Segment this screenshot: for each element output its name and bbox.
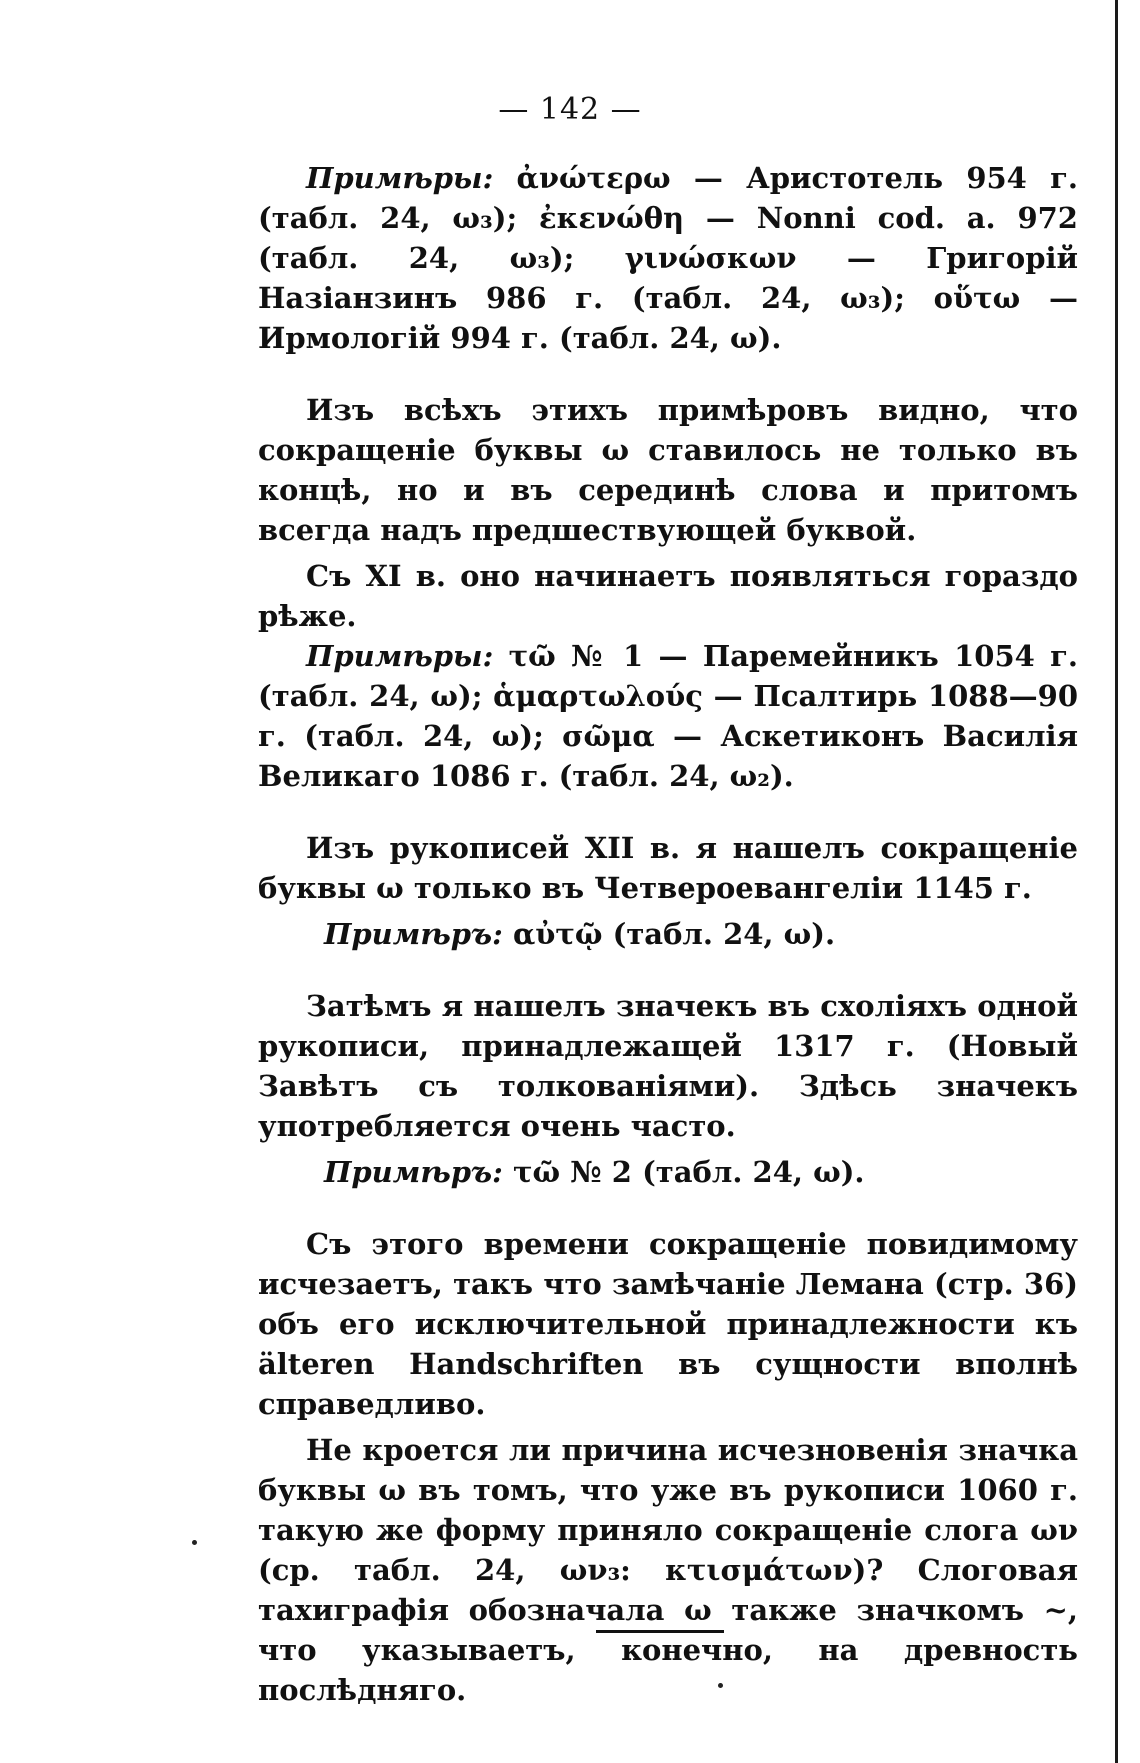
end-rule — [596, 1630, 724, 1633]
example-text: αὐτῷ (табл. 24, ω). — [512, 917, 836, 951]
paragraph: Затѣмъ я нашелъ значекъ въ схоліяхъ одной рукописи, принадлежащей 1317 г. (Новый Завѣтъ съ толкованіями). Здѣсь значекъ употребляется очень часто. — [258, 989, 1078, 1143]
example-text: ἀνώτερω — Аристотель 954 г. (табл. 24, ω₃); ἐκενώθη — Nonni cod. a. 972 (табл. 24, ω₃); γινώσκων — Григорій Назіанзинъ 986 г. (табл. 24, ω₃); οὕτω — Ирмологій 994 г. (табл. 24, ω). — [258, 161, 1078, 355]
scan-speck — [718, 1683, 723, 1688]
page-number: — 142 — — [498, 92, 642, 127]
paragraph: Изъ всѣхъ этихъ примѣровъ видно, что сокращеніе буквы ω ставилось не только въ концѣ, но и въ серединѣ слова и притомъ всегда надъ предшествующей буквой. — [258, 393, 1078, 547]
example-label: Примѣры: — [306, 639, 494, 673]
example-label: Примѣры: — [306, 161, 494, 195]
paragraph: Съ этого времени сокращеніе повидимому исчезаетъ, такъ что замѣчаніе Лемана (стр. 36) объ его исключительной принадлежности къ älteren Handschriften въ сущности вполнѣ справедливо. — [258, 1227, 1078, 1421]
example-block — [258, 1152, 1078, 1192]
text-column — [258, 158, 1078, 1710]
example-label: Примѣръ: — [324, 917, 503, 951]
example-text: τῶ № 1 — Паремейникъ 1054 г. (табл. 24, ω); ἁμαρτωλούς — Псалтирь 1088—90 г. (табл. 24, ω); σῶμα — Аскетиконъ Василія Великаго 1086 г. (табл. 24, ω₂). — [258, 639, 1078, 793]
paragraph: Изъ рукописей XII в. я нашелъ сокращеніе буквы ω только въ Четвероевангеліи 1145 г. — [258, 831, 1078, 905]
page-binding-edge — [1115, 0, 1118, 1763]
paragraph: Съ XI в. оно начинаетъ появляться гораздо рѣже. — [258, 559, 1078, 633]
example-block — [258, 636, 1078, 796]
example-block — [258, 914, 1078, 954]
paragraph: Не кроется ли причина исчезновенія значка буквы ω въ томъ, что уже въ рукописи 1060 г. такую же форму приняло сокращеніе слога ων (ср. табл. 24, ων₃: κτισμάτων)? Слоговая тахиграфія обозначала ω также значкомъ ~, что указываетъ, конечно, на древность послѣдняго. — [258, 1433, 1078, 1707]
example-block — [258, 158, 1078, 358]
example-label: Примѣръ: — [324, 1155, 503, 1189]
scan-speck — [192, 1540, 197, 1545]
example-text: τῶ № 2 (табл. 24, ω). — [512, 1155, 865, 1189]
